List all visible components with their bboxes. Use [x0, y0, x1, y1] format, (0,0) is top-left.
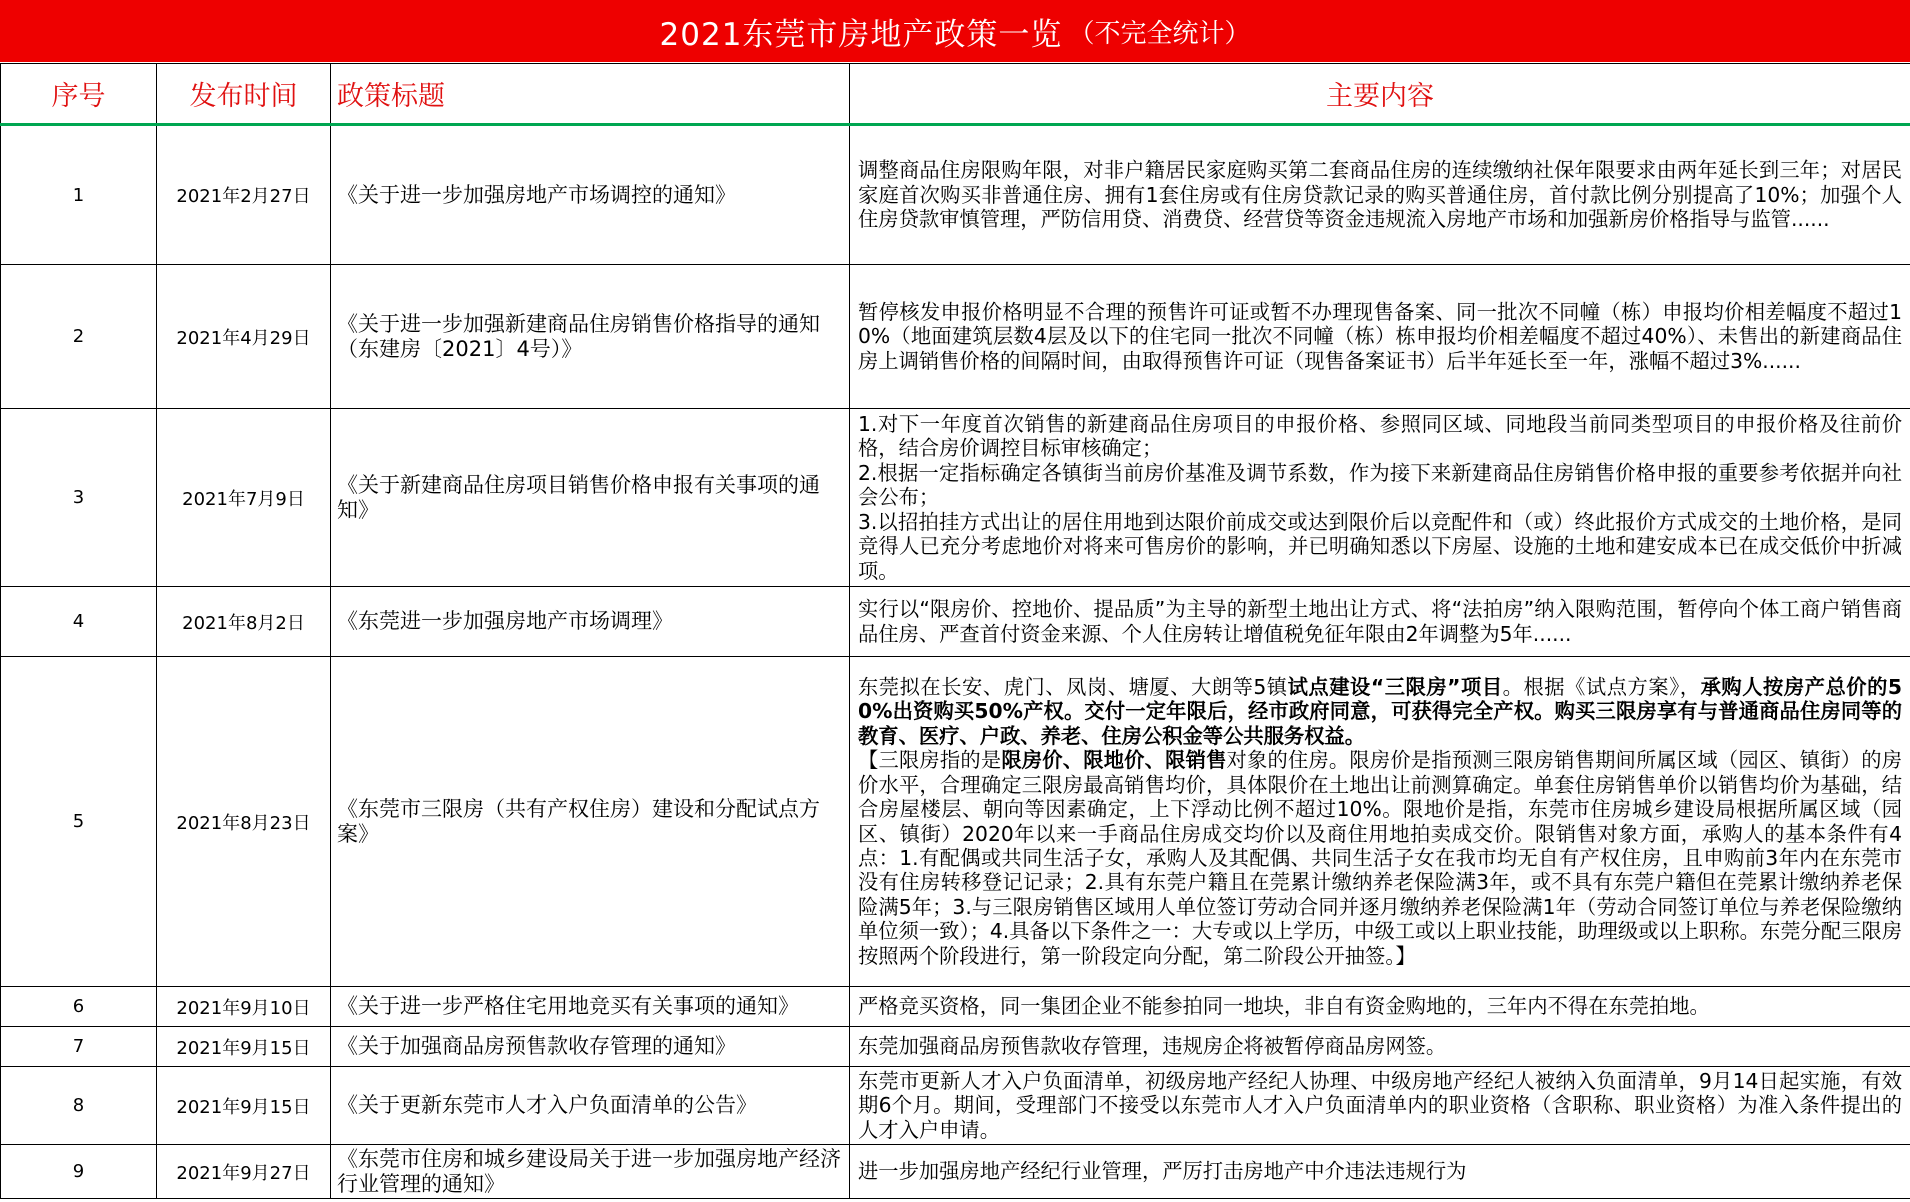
row-main-content: [850, 1145, 1910, 1199]
header-row: [1, 64, 1910, 125]
table-row: [1, 265, 1910, 409]
table-row: [1, 1145, 1910, 1199]
row-policy-title: 《关于更新东莞市人才入户负面清单的公告》: [331, 1067, 850, 1145]
row-main-content: [850, 1027, 1910, 1067]
row-main-content: [850, 1067, 1910, 1145]
row-main-content: [850, 125, 1910, 265]
row-date: 2021年8月2日: [157, 587, 331, 657]
policy-table: [0, 63, 1910, 1199]
row-main-content: [850, 987, 1910, 1027]
content-segment: 对象的住房。限房价是指预测三限房销售期间所属区域（园区、镇街）的房价水平，合理确定三限房最高销售均价，具体限价在土地出让前测算确定。单套住房销售单价以销售均价为基础，结合房屋楼层、朝向等因素确定，上下浮动比例不超过10%。限地价是指，东莞市住房城乡建设局根据所属区域（园区、镇街）2020年以来一手商品住房成交均价以及商住用地拍卖成交价。限销售对象方面，承购人的基本条件有4点：1.有配偶或共同生活子女，承购人及其配偶、共同生活子女在我市均无自有产权住房，且申购前3年内在东莞市没有住房转移登记记录；2.具有东莞户籍且在莞累计缴纳养老保险满3年，或不具有东莞户籍但在莞累计缴纳养老保险满5年；3.与三限房销售区域用人单位签订劳动合同并逐月缴纳养老保险满1年（劳动合同签订单位与养老保险缴纳单位须一致）；4.具备以下条件之一：大专或以上学历，中级工或以上职业技能，助理级或以上职称。东莞分配三限房按照两个阶段进行，第一阶段定向分配，第二阶段公开抽签。】: [858, 748, 1902, 968]
content-segment: 。根据《试点方案》，: [1502, 675, 1701, 700]
row-index: 4: [1, 587, 157, 657]
row-main-content: [850, 265, 1910, 409]
content-segment: 暂停核发申报价格明显不合理的预售许可证或暂不办理现售备案、同一批次不同幢（栋）申报均价相差幅度不超过10%（地面建筑层数4层及以下的住宅同一批次不同幢（栋）栋申报均价相差幅度不超过40%）、未售出的新建商品住房上调销售价格的间隔时间，由取得预售许可证（现售备案证书）后半年延长至一年，涨幅不超过3%......: [858, 299, 1902, 373]
row-main-content: [850, 409, 1910, 587]
column-header-date: 发布时间: [157, 64, 331, 125]
row-index: 6: [1, 987, 157, 1027]
content-segment: 东莞拟在长安、虎门、凤岗、塘厦、大朗等5镇: [858, 675, 1288, 700]
row-main-content: [850, 657, 1910, 987]
content-bold-segment: 试点建设“三限房”项目: [1287, 675, 1503, 700]
content-segment: 进一步加强房地产经纪行业管理，严厉打击房地产中介违法违规行为: [858, 1159, 1467, 1184]
table-row: [1, 1027, 1910, 1067]
content-segment: 3.以招拍挂方式出让的居住用地到达限价前成交或达到限价后以竞配件和（或）终此报价方式成交的土地价格，是同竞得人已充分考虑地价对将来可售房价的影响，并已明确知悉以下房屋、设施的土地和建安成本已在成交低价中折减项。: [858, 509, 1902, 583]
row-date: 2021年9月15日: [157, 1067, 331, 1145]
row-policy-title: 《东莞进一步加强房地产市场调理》: [331, 587, 850, 657]
row-date: 2021年2月27日: [157, 125, 331, 265]
row-date: 2021年8月23日: [157, 657, 331, 987]
table-row: [1, 987, 1910, 1027]
row-main-content: [850, 587, 1910, 657]
column-header-title: 政策标题: [331, 64, 850, 125]
row-policy-title: 《关于新建商品住房项目销售价格申报有关事项的通知》: [331, 409, 850, 587]
row-date: 2021年7月9日: [157, 409, 331, 587]
row-policy-title: 《关于加强商品房预售款收存管理的通知》: [331, 1027, 850, 1067]
row-index: 2: [1, 265, 157, 409]
content-segment: 1.对下一年度首次销售的新建商品住房项目的申报价格、参照同区域、同地段当前同类型项目的申报价格及往前价格，结合房价调控目标审核确定；: [858, 412, 1902, 461]
table-row: [1, 1067, 1910, 1145]
row-policy-title: 《关于进一步加强房地产市场调控的通知》: [331, 125, 850, 265]
table-row: [1, 587, 1910, 657]
page-title: 2021东莞市房地产政策一览: [659, 16, 1063, 53]
row-index: 8: [1, 1067, 157, 1145]
row-date: 2021年4月29日: [157, 265, 331, 409]
row-index: 5: [1, 657, 157, 987]
row-index: 1: [1, 125, 157, 265]
row-index: 9: [1, 1145, 157, 1199]
content-bold-segment: 承购人按房产总价的50%出资购买50%产权。交付一定年限后，经市政府同意，可获得完全产权。购买三限房享有与普通商品住房同等的教育、医疗、户政、养老、住房公积金等公共服务权益。: [858, 675, 1902, 748]
page-subtitle: （不完全统计）: [1068, 18, 1251, 49]
row-date: 2021年9月10日: [157, 987, 331, 1027]
row-policy-title: 《关于进一步严格住宅用地竞买有关事项的通知》: [331, 987, 850, 1027]
row-date: 2021年9月27日: [157, 1145, 331, 1199]
table-row: [1, 409, 1910, 587]
row-index: 7: [1, 1027, 157, 1067]
row-policy-title: 《关于进一步加强新建商品住房销售价格指导的通知（东建房〔2021〕4号）》: [331, 265, 850, 409]
title-bar: [0, 0, 1910, 62]
row-policy-title: 《东莞市住房和城乡建设局关于进一步加强房地产经济行业管理的通知》: [331, 1145, 850, 1199]
content-segment: 2.根据一定指标确定各镇街当前房价基准及调节系数，作为接下来新建商品住房销售价格申报的重要参考依据并向社会公布；: [858, 460, 1902, 510]
content-bold-segment: 限房价、限地价、限销售: [1001, 748, 1227, 773]
content-segment: 实行以“限房价、控地价、提品质”为主导的新型土地出让方式、将“法拍房”纳入限购范围，暂停向个体工商户销售商品住房、严查首付资金来源、个人住房转让增值税免征年限由2年调整为5年......: [858, 597, 1902, 646]
column-header-index: 序号: [1, 64, 157, 125]
content-segment: 【三限房指的是: [858, 748, 1002, 773]
content-segment: 东莞加强商品房预售款收存管理，违规房企将被暂停商品房网签。: [858, 1034, 1447, 1059]
content-segment: 调整商品住房限购年限，对非户籍居民家庭购买第二套商品住房的连续缴纳社保年限要求由两年延长到三年；对居民家庭首次购买非普通住房、拥有1套住房或有住房贷款记录的购买普通住房，首付款比例分别提高了10%；加强个人住房贷款审慎管理，严防信用贷、消费贷、经营贷等资金违规流入房地产市场和加强新房价格指导与监管......: [858, 158, 1902, 232]
row-index: 3: [1, 409, 157, 587]
table-row: [1, 125, 1910, 265]
column-header-content: 主要内容: [850, 64, 1910, 125]
row-date: 2021年9月15日: [157, 1027, 331, 1067]
row-policy-title: 《东莞市三限房（共有产权住房）建设和分配试点方案》: [331, 657, 850, 987]
table-row: [1, 657, 1910, 987]
content-segment: 东莞市更新人才入户负面清单，初级房地产经纪人协理、中级房地产经纪人被纳入负面清单，9月14日起实施，有效期6个月。期间，受理部门不接受以东莞市人才入户负面清单内的职业资格（含职称、职业资格）为准入条件提出的人才入户申请。: [858, 1068, 1902, 1142]
content-segment: 严格竞买资格，同一集团企业不能参拍同一地块，非自有资金购地的，三年内不得在东莞拍地。: [858, 994, 1710, 1019]
